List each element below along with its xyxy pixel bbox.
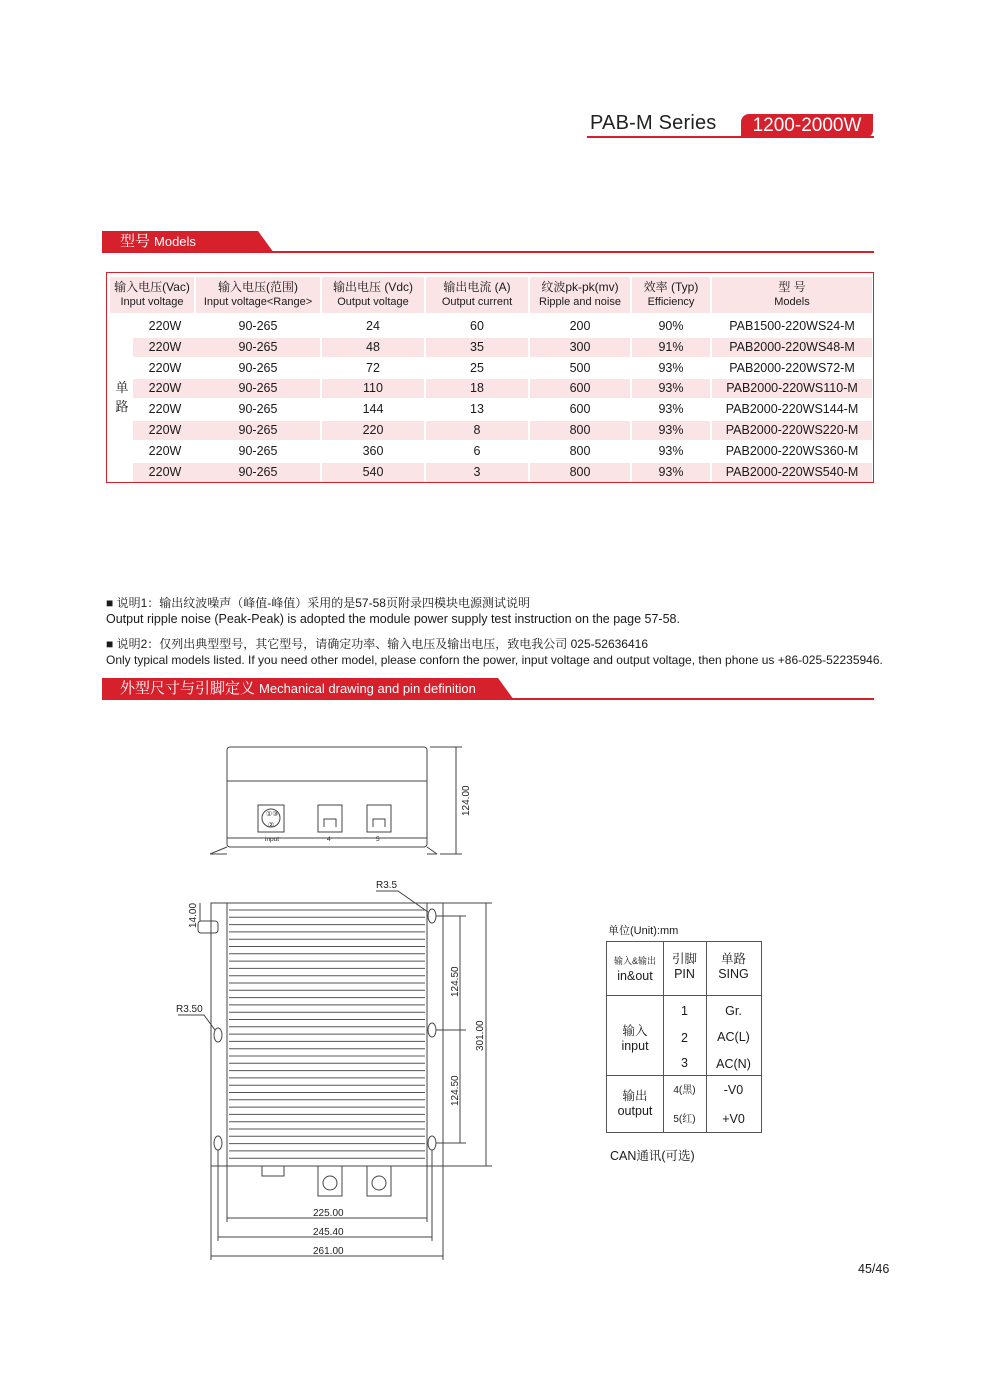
cell-efficiency: 93% [632,379,710,398]
connector-pin-13: ①③ [266,811,279,818]
dim-301: 301.00 [475,1020,486,1051]
cell-ripple: 300 [530,338,630,357]
pin-h3: 单路 SING [718,952,749,981]
th-ripple: 纹波pk-pk(mv) Ripple and noise [530,277,630,313]
terminal-5-label: 5 [376,836,380,843]
note-2-en: Only typical models listed. If you need other model, please conforn the power, input voltage and output voltage, then phone us +86-025-52235946. [106,653,883,667]
cell-input-voltage: 220W [148,402,182,417]
label-r350: R3.50 [176,1004,203,1015]
cell-output-voltage: 72 [366,360,380,375]
th-models: 型 号 Models [712,277,872,313]
cell-output-current: 35 [426,338,528,357]
mount-slot [428,1136,436,1150]
cell-model: PAB2000-220WS110-M [712,379,872,398]
models-banner-cn: 型号 [120,233,151,250]
cell-output-current: 6 [473,443,481,458]
front-view-flange [210,847,437,854]
pin-group-output: 输出 output [617,1089,653,1118]
th-output-current: 输出电流 (A) Output current [426,277,528,313]
side-terminal-4 [318,1166,342,1196]
cell-efficiency: 91% [632,338,710,357]
pin-h1: 输入&输出 in&out [613,956,656,983]
pin-3-signal: AC(N) [716,1057,751,1071]
cell-input-range: 90-265 [196,463,320,482]
cell-ripple: 800 [530,463,630,482]
cell-output-voltage: 110 [322,379,424,398]
th-efficiency: 效率 (Typ) Efficiency [632,277,710,313]
cell-input-range: 90-265 [196,338,320,357]
cell-ripple: 200 [569,319,591,333]
cell-output-voltage: 24 [366,319,380,333]
cell-model: PAB2000-220WS360-M [725,443,859,458]
cell-output-current: 3 [426,463,528,482]
cell-output-voltage: 360 [362,443,384,458]
mechanical-banner-cn: 外型尺寸与引脚定义 [120,680,256,697]
page-number: 45/46 [858,1262,890,1276]
cell-model: PAB2000-220WS48-M [712,338,872,357]
can-note: CAN通讯(可选) [610,1149,695,1163]
cell-efficiency: 90% [658,319,684,333]
cell-model: PAB2000-220WS72-M [729,360,855,375]
dim-124b: 124.50 [450,1075,461,1106]
cell-input-range: 90-265 [196,379,320,398]
unit-label: 单位(Unit):mm [608,925,679,937]
cell-model: PAB2000-220WS144-M [725,402,859,417]
cell-input-voltage: 220W [133,463,197,482]
mount-slot [428,1023,436,1037]
th-input-voltage: 输入电压(Vac) Input voltage [110,277,194,313]
pin-4: 4(黑) [673,1085,696,1096]
cell-input-voltage: 220W [148,443,182,458]
cell-input-voltage: 220W [148,360,182,375]
connector-pin-2: ② [268,822,275,829]
connector-input-label: input [265,836,280,843]
cell-efficiency: 93% [632,463,710,482]
side-screw-5 [372,1176,386,1190]
terminal-screws [324,819,385,827]
cell-input-range: 90-265 [238,319,278,333]
power-range-badge: 1200-2000W [741,114,873,138]
cell-input-voltage: 220W [133,338,197,357]
group-label-1: 单 [115,380,129,395]
leader-r350 [178,1015,215,1030]
mount-slot [428,909,436,923]
cell-input-voltage: 220W [133,421,197,440]
label-r35: R3.5 [376,880,398,891]
dim-14: 14.00 [188,902,199,928]
series-title: PAB-M Series [590,112,717,134]
pin-4-signal: -V0 [723,1083,744,1097]
pin-1-signal: Gr. [725,1004,742,1018]
cell-input-voltage: 220W [148,319,182,333]
leader-r35 [376,891,428,912]
dim-124a: 124.50 [450,966,461,997]
pin-5: 5(红) [673,1114,696,1125]
mount-slot [214,1136,222,1150]
th-input-range: 输入电压(范围) Input voltage<Range> [196,277,320,313]
cell-efficiency: 93% [658,360,684,375]
cell-ripple: 600 [530,379,630,398]
cell-output-current: 25 [470,360,484,375]
cell-efficiency: 93% [658,402,684,417]
cell-output-current: 8 [426,421,528,440]
top-view-stud [198,921,218,933]
group-label-2: 路 [115,399,129,414]
pin-2-signal: AC(L) [717,1030,750,1044]
pin-1: 1 [681,1004,688,1018]
pin-group-input: 输入 input [621,1024,649,1053]
cell-input-range: 90-265 [238,360,278,375]
th-output-voltage: 输出电压 (Vdc) Output voltage [322,277,424,313]
cell-input-range: 90-265 [238,443,278,458]
cell-input-range: 90-265 [196,421,320,440]
pin-2: 2 [681,1031,688,1045]
cell-input-range: 90-265 [238,402,278,417]
note-1-cn: ■ 说明1：输出纹波噪声（峰值-峰值）采用的是57-58页附录四模块电源测试说明 [106,596,530,610]
dim-225: 225.00 [313,1208,344,1219]
cell-output-voltage: 48 [322,338,424,357]
cell-efficiency: 93% [632,421,710,440]
cell-ripple: 800 [569,443,591,458]
cell-ripple: 800 [530,421,630,440]
cell-output-voltage: 144 [362,402,384,417]
side-screw-4 [323,1176,337,1190]
cell-efficiency: 93% [658,443,684,458]
pin-5-signal: +V0 [722,1112,745,1126]
note-2-cn: ■ 说明2：仅列出典型型号，其它型号，请确定功率、输入电压及输出电压，致电我公司 025-52636416 [106,637,649,651]
cell-output-current: 13 [470,402,484,417]
dim-124: 124.00 [461,785,472,816]
pin-table-hline [607,1075,761,1076]
heatsink-fins [229,910,425,1158]
pin-h2: 引脚 PIN [671,952,697,981]
pin-3: 3 [681,1056,688,1070]
cell-model: PAB1500-220WS24-M [729,319,855,333]
cell-output-voltage: 540 [322,463,424,482]
cell-ripple: 600 [569,402,591,417]
mount-slot [214,1028,222,1042]
models-banner-en: Models [154,234,196,249]
dim-261: 261.00 [313,1246,344,1257]
dim-245: 245.40 [313,1227,344,1238]
mechanical-banner-en: Mechanical drawing and pin definition [259,681,476,696]
cell-input-voltage: 220W [133,379,197,398]
side-connector [262,1166,284,1176]
pin-table-hline [607,995,761,996]
cell-output-current: 60 [470,319,484,333]
pin-table [606,941,762,1133]
cell-output-current: 18 [426,379,528,398]
cell-ripple: 500 [569,360,591,375]
note-1-en: Output ripple noise (Peak-Peak) is adopted the module power supply test instruction on the page 57-58. [106,612,680,626]
terminal-4-label: 4 [327,836,331,843]
side-terminal-5 [367,1166,391,1196]
cell-model: PAB2000-220WS220-M [712,421,872,440]
cell-output-voltage: 220 [322,421,424,440]
cell-model: PAB2000-220WS540-M [712,463,872,482]
